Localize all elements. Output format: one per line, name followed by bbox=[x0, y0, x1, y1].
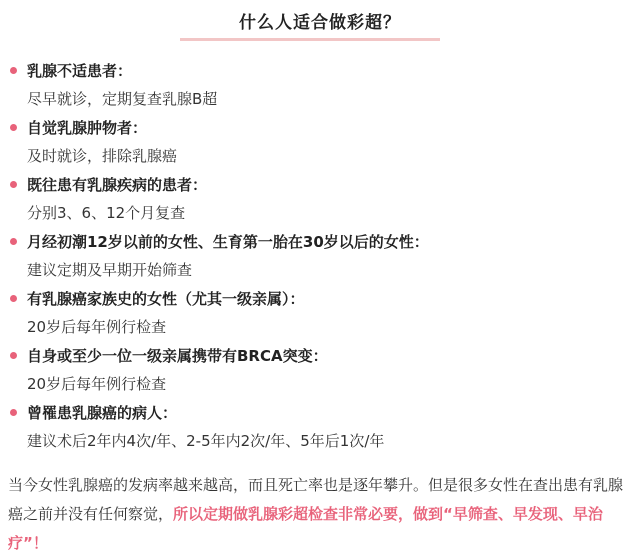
title-underline bbox=[180, 38, 440, 41]
list-item-heading: 乳腺不适患者： bbox=[27, 62, 133, 80]
list-item bbox=[0, 231, 640, 288]
list-item bbox=[0, 174, 640, 231]
paragraph-emphasis: 所以定期做乳腺彩超检查非常必要，做到“早筛查、早发现、早治疗”！ bbox=[8, 505, 603, 552]
list-item bbox=[0, 117, 640, 174]
list-item bbox=[0, 288, 640, 345]
criteria-list bbox=[0, 60, 640, 459]
bullet-dot-icon bbox=[10, 67, 17, 74]
list-item-heading: 月经初潮12岁以前的女性、生育第一胎在30岁以后的女性： bbox=[27, 233, 429, 251]
list-item-detail: 建议术后2年内4次/年、2-5年内2次/年、5年后1次/年 bbox=[27, 432, 385, 450]
bullet-dot-icon bbox=[10, 124, 17, 131]
list-item bbox=[0, 60, 640, 117]
list-item-detail: 尽早就诊，定期复查乳腺B超 bbox=[27, 90, 218, 108]
list-item bbox=[0, 402, 640, 459]
list-item-detail: 分别3、6、12个月复查 bbox=[27, 204, 186, 222]
bullet-dot-icon bbox=[10, 238, 17, 245]
page-title: 什么人适合做彩超？ bbox=[239, 13, 401, 33]
list-item-heading: 自觉乳腺肿物者： bbox=[27, 119, 148, 137]
bullet-dot-icon bbox=[10, 181, 17, 188]
list-item-detail: 20岁后每年例行检查 bbox=[27, 375, 167, 393]
bullet-dot-icon bbox=[10, 409, 17, 416]
bullet-dot-icon bbox=[10, 295, 17, 302]
list-item-detail: 及时就诊，排除乳腺癌 bbox=[27, 147, 178, 165]
list-item-detail: 20岁后每年例行检查 bbox=[27, 318, 167, 336]
list-item-detail: 建议定期及早期开始筛查 bbox=[27, 261, 193, 279]
title-section bbox=[0, 0, 640, 46]
list-item-heading: 有乳腺癌家族史的女性（尤其一级亲属）： bbox=[27, 290, 305, 308]
list-item-heading: 既往患有乳腺疾病的患者： bbox=[27, 176, 208, 194]
bullet-dot-icon bbox=[10, 352, 17, 359]
list-item bbox=[0, 345, 640, 402]
paragraph-text: 当今女性乳腺癌的发病率越来越高，而且死亡率也是逐年攀升。但是很多女性在查出患有乳腺癌之前并没有任何察觉， bbox=[8, 476, 624, 523]
summary-paragraph bbox=[8, 471, 634, 558]
list-item-heading: 曾罹患乳腺癌的病人： bbox=[27, 404, 178, 422]
list-item-heading: 自身或至少一位一级亲属携带有BRCA突变： bbox=[27, 347, 328, 365]
